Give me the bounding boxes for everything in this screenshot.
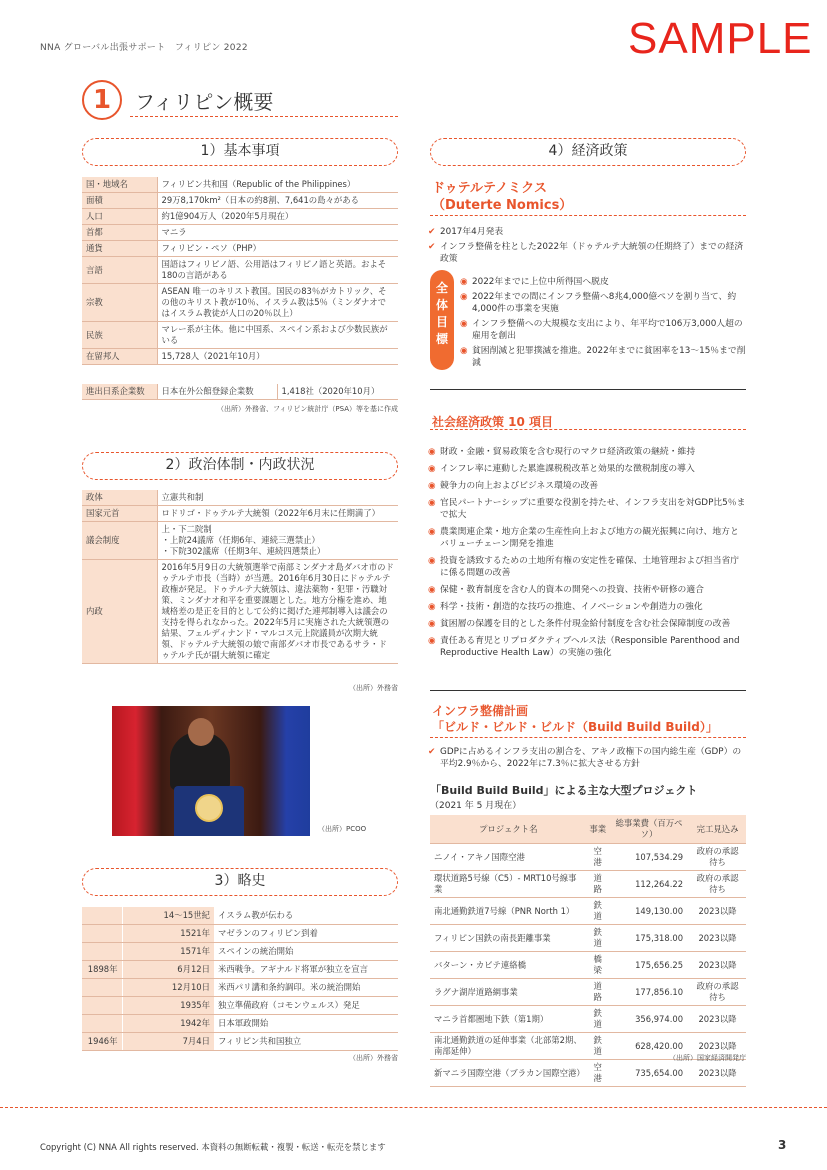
- proj-row: [430, 979, 746, 1006]
- proj-cost: 735,654.00: [609, 1060, 689, 1087]
- jp-companies-label: 日本在外公館登録企業数: [157, 384, 277, 400]
- basic-row: [82, 349, 398, 365]
- history-row: [82, 961, 398, 979]
- politics-row: [82, 490, 398, 506]
- history-event: イスラム教が伝わる: [214, 907, 398, 925]
- basic-key: 民族: [82, 322, 157, 349]
- jp-companies-row: [82, 384, 398, 400]
- history-date: 1571年: [122, 943, 214, 961]
- basic-value: 国語はフィリピノ語、公用語はフィリピノ語と英語。およそ180の言語がある: [157, 257, 398, 284]
- politics-value: ロドリゴ・ドゥテルテ大統領（2022年6月末に任期満了）: [157, 506, 398, 522]
- history-row: [82, 1033, 398, 1051]
- history-year: [82, 925, 122, 943]
- bbb-divider: [430, 737, 746, 738]
- social-item: [428, 497, 746, 521]
- politics-row: [82, 506, 398, 522]
- proj-name: バターン・カビテ連絡橋: [430, 952, 586, 979]
- history-row: [82, 925, 398, 943]
- history-event: 独立準備政府（コモンウェルス）発足: [214, 997, 398, 1015]
- proj-header: 総事業費（百万ペソ）: [609, 815, 689, 844]
- proj-row: [430, 925, 746, 952]
- goal-text: インフラ整備への大規模な支出により、年平均で106万3,000人超の雇用を創出: [472, 319, 743, 341]
- history-event: マゼランのフィリピン到着: [214, 925, 398, 943]
- section-underline: [130, 116, 398, 117]
- politics-source: （出所）外務省: [349, 684, 398, 692]
- dn-bullet: [428, 241, 748, 265]
- basic-row: [82, 257, 398, 284]
- history-year: 1946年: [82, 1033, 122, 1051]
- history-date: 7月4日: [122, 1033, 214, 1051]
- basic-heading: 1）基本事項: [82, 138, 398, 166]
- goal-text: 貧困削減と犯罪撲滅を推進。2022年までに貧困率を13～15％まで削減: [472, 346, 746, 368]
- social-item: [428, 463, 746, 475]
- social-item: [428, 635, 746, 659]
- basic-value: フィリピン・ペソ（PHP）: [157, 241, 398, 257]
- dn-bullet-text: 2017年4月発表: [440, 227, 504, 237]
- basic-row: [82, 193, 398, 209]
- social-text: 責任ある育児とリプロダクティブヘルス法（Responsible Parenthood and Reproductive Health Law）の実施の強化: [440, 636, 740, 658]
- goal-label-text: 全 体 目 標: [435, 281, 448, 346]
- dn-bullet-text: インフラ整備を柱とした2022年（ドゥテルテ大統領の任期終了）までの経済政策: [440, 242, 744, 264]
- economy-heading: 4）経済政策: [430, 138, 746, 166]
- seal-icon: [195, 794, 223, 822]
- history-row: [82, 997, 398, 1015]
- basic-value: 約1億904万人（2020年5月現在）: [157, 209, 398, 225]
- proj-type: 鉄道: [586, 925, 609, 952]
- basic-value: 15,728人（2021年10月）: [157, 349, 398, 365]
- check-icon: ✔: [428, 242, 436, 252]
- history-heading: 3）略史: [82, 868, 398, 896]
- social-item: [428, 584, 746, 596]
- jp-companies-value: 1,418社（2020年10月）: [277, 384, 398, 400]
- basic-key: 通貨: [82, 241, 157, 257]
- jp-companies-key: 進出日系企業数: [82, 384, 157, 400]
- proj-finish: 政府の承認待ち: [689, 979, 746, 1006]
- goal-item: [460, 318, 750, 342]
- social-divider: [430, 429, 746, 430]
- history-year: [82, 979, 122, 997]
- social-title: 社会経済政策 10 項目: [432, 415, 554, 429]
- photo-source: （出所）PCOO: [318, 825, 367, 833]
- proj-source: （出所）国家経済開発庁: [669, 1054, 746, 1062]
- proj-type: 道路: [586, 979, 609, 1006]
- proj-row: [430, 1060, 746, 1087]
- basic-key: 国・地域名: [82, 177, 157, 193]
- divider: [430, 389, 746, 390]
- proj-cost: 175,656.25: [609, 952, 689, 979]
- basic-table: [82, 177, 398, 365]
- basic-row: [82, 241, 398, 257]
- proj-finish: 2023以降: [689, 1006, 746, 1033]
- social-item: [428, 480, 746, 492]
- projects-table: [430, 815, 746, 1087]
- politics-key: 議会制度: [82, 522, 157, 560]
- basic-value: ASEAN 唯一のキリスト教国。国民の83％がカトリック、その他のキリスト教が10％、イスラム教は5％（ミンダナオではイスラム教徒が人口の20％以上）: [157, 284, 398, 322]
- basic-value: マニラ: [157, 225, 398, 241]
- bbb-bullet-text: GDPに占めるインフラ支出の割合を、アキノ政権下の国内総生産（GDP）の平均2.9％から、2022年に7.3％に拡大させる方針: [440, 747, 742, 769]
- proj-finish: 2023以降: [689, 1060, 746, 1087]
- circle-bullet-icon: ◉: [428, 556, 436, 566]
- circle-bullet-icon: ◉: [428, 447, 436, 457]
- history-date: 1521年: [122, 925, 214, 943]
- goal-text: 2022年までの間にインフラ整備へ8兆4,000億ペソを割り当て、約4,000件の事業を実施: [472, 292, 737, 314]
- proj-finish: 2023以降: [689, 925, 746, 952]
- history-date: 14～15世紀: [122, 907, 214, 925]
- basic-key: 宗教: [82, 284, 157, 322]
- bbb-title-1: インフラ整備計画: [432, 704, 529, 718]
- basic-row: [82, 284, 398, 322]
- proj-header: プロジェクト名: [430, 815, 586, 844]
- social-list: [428, 446, 746, 664]
- basic-value: 29万8,170km²（日本の約8割、7,641の島々がある: [157, 193, 398, 209]
- social-item: [428, 601, 746, 613]
- goal-item: [460, 345, 750, 369]
- history-year: [82, 943, 122, 961]
- history-event: フィリピン共和国独立: [214, 1033, 398, 1051]
- page-number: 3: [778, 1138, 787, 1152]
- proj-subtitle: （2021 年 5 月現在）: [430, 801, 522, 811]
- sample-watermark: SAMPLE: [628, 14, 813, 63]
- basic-key: 言語: [82, 257, 157, 284]
- proj-cost: 356,974.00: [609, 1006, 689, 1033]
- proj-header: 完工見込み: [689, 815, 746, 844]
- basic-key: 在留邦人: [82, 349, 157, 365]
- proj-cost: 177,856.10: [609, 979, 689, 1006]
- basic-row: [82, 225, 398, 241]
- section-title: フィリピン概要: [135, 90, 274, 114]
- bbb-bullet: ✔ GDPに占めるインフラ支出の割合を、アキノ政権下の国内総生産（GDP）の平均2.9％から、2022年に7.3％に拡大させる方針: [428, 747, 742, 769]
- proj-name: マニラ首都圏地下鉄（第1期）: [430, 1006, 586, 1033]
- circle-bullet-icon: ◉: [428, 619, 436, 629]
- circle-bullet-icon: ◉: [428, 585, 436, 595]
- circle-bullet-icon: ◉: [428, 636, 436, 646]
- social-text: 投資を誘致するための土地所有権の安定性を確保、土地管理および担当省庁に係る問題の改善: [440, 556, 740, 578]
- politics-row: [82, 522, 398, 560]
- history-date: 1942年: [122, 1015, 214, 1033]
- social-text: 競争力の向上およびビジネス環境の改善: [440, 481, 599, 491]
- circle-bullet-icon: ◉: [428, 602, 436, 612]
- proj-type: 鉄道: [586, 1033, 609, 1060]
- proj-type: 空港: [586, 844, 609, 871]
- proj-title: 「Build Build Build」による主な大型プロジェクト: [430, 784, 698, 797]
- proj-name: ニノイ・アキノ国際空港: [430, 844, 586, 871]
- history-event: スペインの統治開始: [214, 943, 398, 961]
- proj-finish: 2023以降: [689, 898, 746, 925]
- history-event: 日本軍政開始: [214, 1015, 398, 1033]
- circle-bullet-icon: ◉: [460, 346, 468, 356]
- check-icon: ✔: [428, 227, 436, 237]
- basic-key: 首都: [82, 225, 157, 241]
- proj-cost: 112,264.22: [609, 871, 689, 898]
- history-row: [82, 979, 398, 997]
- circle-bullet-icon: ◉: [428, 481, 436, 491]
- dn-bullets: [428, 226, 748, 268]
- circle-bullet-icon: ◉: [428, 498, 436, 508]
- footer-line: [0, 1107, 827, 1108]
- proj-name: 環状道路5号線（C5）- MRT10号線事業: [430, 871, 586, 898]
- goal-item: [460, 291, 750, 315]
- basic-source: （出所）外務省、フィリピン統計庁（PSA）等を基に作成: [216, 405, 398, 413]
- circle-bullet-icon: ◉: [428, 527, 436, 537]
- politics-value: 立憲共和制: [157, 490, 398, 506]
- section-number: 1: [82, 80, 122, 120]
- proj-name: フィリピン国鉄の南長距離事業: [430, 925, 586, 952]
- politics-key: 政体: [82, 490, 157, 506]
- copyright: Copyright (C) NNA All rights reserved. 本資料の無断転載・複製・転送・転売を禁じます: [40, 1142, 386, 1152]
- dn-title: [432, 180, 572, 214]
- circle-bullet-icon: ◉: [460, 292, 468, 302]
- social-text: 保健・教育制度を含む人的資本の開発への投資、技術や研修の適合: [440, 585, 704, 595]
- proj-cost: 107,534.29: [609, 844, 689, 871]
- divider: [430, 690, 746, 691]
- proj-name: ラグナ湖岸道路網事業: [430, 979, 586, 1006]
- proj-type: 鉄道: [586, 898, 609, 925]
- politics-key: 内政: [82, 560, 157, 664]
- history-date: 1935年: [122, 997, 214, 1015]
- proj-finish: 政府の承認待ち: [689, 844, 746, 871]
- social-text: 農業関連企業・地方企業の生産性向上および地方の観光振興に向け、地方とバリューチェーン開発を推進: [440, 527, 739, 549]
- speaker-head: [188, 718, 214, 746]
- proj-type: 橋梁: [586, 952, 609, 979]
- social-text: 貧困層の保護を目的とした条件付現金給付制度を含む社会保障制度の改善: [440, 619, 731, 629]
- basic-value: フィリピン共和国（Republic of the Philippines）: [157, 177, 398, 193]
- social-item: [428, 526, 746, 550]
- bbb-title: [432, 703, 718, 735]
- circle-bullet-icon: ◉: [460, 277, 468, 287]
- basic-key: 面積: [82, 193, 157, 209]
- goal-text: 2022年までに上位中所得国へ脱皮: [472, 277, 609, 287]
- goal-label: [430, 270, 454, 370]
- dn-bullet: [428, 226, 748, 238]
- history-date: 12月10日: [122, 979, 214, 997]
- dn-title-ja: ドゥテルテノミクス: [432, 181, 547, 196]
- history-year: [82, 907, 122, 925]
- goal-list: [460, 276, 750, 372]
- basic-key: 人口: [82, 209, 157, 225]
- history-year: 1898年: [82, 961, 122, 979]
- politics-key: 国家元首: [82, 506, 157, 522]
- header-text: NNA グローバル出張サポート フィリピン 2022: [40, 43, 248, 53]
- proj-type: 空港: [586, 1060, 609, 1087]
- proj-row: [430, 952, 746, 979]
- basic-value: マレー系が主体。他に中国系、スペイン系および少数民族がいる: [157, 322, 398, 349]
- proj-row: [430, 844, 746, 871]
- history-date: 6月12日: [122, 961, 214, 979]
- bbb-title-2: 「ビルド・ビルド・ビルド（Build Build Build）」: [432, 720, 718, 734]
- social-text: 財政・金融・貿易政策を含む現行のマクロ経済政策の継続・維持: [440, 447, 696, 457]
- proj-name: 南北通勤鉄道の延伸事業（北部第2期、南部延伸）: [430, 1033, 586, 1060]
- history-year: [82, 1015, 122, 1033]
- proj-cost: 175,318.00: [609, 925, 689, 952]
- politics-heading: 2）政治体制・内政状況: [82, 452, 398, 480]
- proj-cost: 628,420.00: [609, 1033, 689, 1060]
- circle-bullet-icon: ◉: [428, 464, 436, 474]
- politics-row: [82, 560, 398, 664]
- proj-row: [430, 871, 746, 898]
- proj-type: 鉄道: [586, 1006, 609, 1033]
- proj-finish: 政府の承認待ち: [689, 871, 746, 898]
- basic-row: [82, 209, 398, 225]
- history-row: [82, 907, 398, 925]
- proj-finish: 2023以降: [689, 952, 746, 979]
- social-item: [428, 555, 746, 579]
- proj-name: 新マニラ国際空港（ブラカン国際空港）: [430, 1060, 586, 1087]
- history-event: 米西パリ講和条約調印。米の統治開始: [214, 979, 398, 997]
- proj-name: 南北通勤鉄道7号線（PNR North 1）: [430, 898, 586, 925]
- goal-item: [460, 276, 750, 288]
- dn-title-en: （Duterte Nomics）: [432, 198, 573, 213]
- history-row: [82, 1015, 398, 1033]
- history-year: [82, 997, 122, 1015]
- social-text: 官民パートナーシップに重要な役割を持たせ、インフラ支出を対GDP比5％まで拡大: [440, 498, 746, 520]
- history-table: [82, 907, 398, 1051]
- circle-bullet-icon: ◉: [460, 319, 468, 329]
- basic-row: [82, 322, 398, 349]
- politics-value: 上・下二院制 ・上院24議席（任期6年、連続三選禁止） ・下院302議席（任期3年、連続四選禁止）: [157, 522, 398, 560]
- politics-value: 2016年5月9日の大統領選挙で南部ミンダナオ島ダバオ市のドゥテルテ市長（当時）が当選。2016年6月30日にドゥテルテ政権が発足。ドゥテルテ大統領は、違法薬物・犯罪・汚職対策、ミンダナオ和平を重要課題とした。地方分権を進め、地域格差の是正を目的として公約に掲げた連邦制導入は議会の支持を得られなかった。2022年5月に実施された大統領選の結果、フェルディナンド・マルコス元上院議員が次期大統領、ドゥテルテ大統領の娘で南部ダバオ市長であるサラ・ドゥテルテ氏が副大統領に確定: [157, 560, 398, 664]
- dn-divider: [430, 215, 746, 216]
- history-event: 米西戦争。アギナルド将軍が独立を宣言: [214, 961, 398, 979]
- basic-row: [82, 177, 398, 193]
- politics-table: [82, 490, 398, 664]
- proj-finish: 2023以降: [689, 1033, 746, 1060]
- history-row: [82, 943, 398, 961]
- proj-cost: 149,130.00: [609, 898, 689, 925]
- social-item: [428, 618, 746, 630]
- proj-header: 事業: [586, 815, 609, 844]
- social-text: 科学・技術・創造的な技巧の推進、イノベーションや創造力の強化: [440, 602, 703, 612]
- social-item: [428, 446, 746, 458]
- proj-row: [430, 1006, 746, 1033]
- proj-type: 道路: [586, 871, 609, 898]
- president-photo: [112, 706, 310, 836]
- social-text: インフレ率に連動した累進課税税改革と効果的な徴税制度の導入: [440, 464, 695, 474]
- proj-row: [430, 898, 746, 925]
- history-source: （出所）外務省: [349, 1054, 398, 1062]
